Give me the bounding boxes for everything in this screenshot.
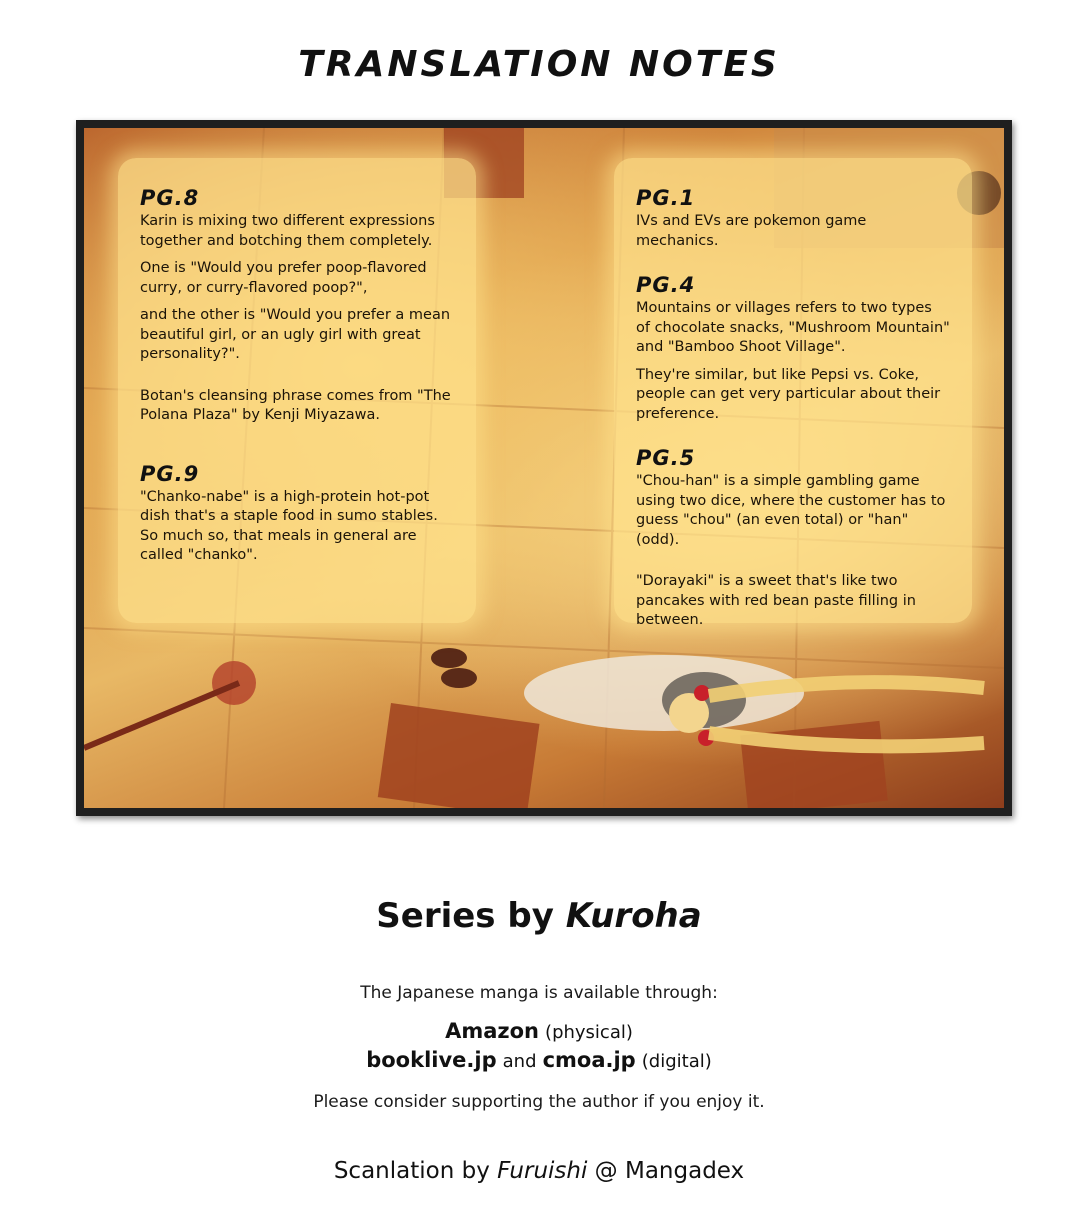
booklive-link[interactable]: booklive.jp xyxy=(366,1048,497,1072)
pg4-note-2: They're similar, but like Pepsi vs. Coke, people can get very particular about their preference. xyxy=(636,366,941,422)
credit-name: Furuishi xyxy=(497,1158,588,1184)
series-prefix: Series by xyxy=(376,896,566,936)
pg9-note-1: "Chanko-nabe" is a high-protein hot-pot dish that's a staple food in sumo stables. So much so, that meals in general are called "chanko". xyxy=(140,488,438,563)
pg9-heading: PG.9 xyxy=(140,461,200,486)
pg4-note-1: Mountains or villages refers to two types of chocolate snacks, "Mushroom Mountain" and "Bamboo Shoot Village". xyxy=(636,300,950,355)
scanlation-credit xyxy=(0,1158,1078,1184)
pg8-note-1: Karin is mixing two different expressions together and botching them completely. xyxy=(140,213,435,249)
cmoa-link[interactable]: cmoa.jp xyxy=(542,1048,636,1072)
notes-box-left xyxy=(118,158,476,623)
credit-prefix: Scanlation by xyxy=(333,1158,498,1184)
support-text: Please consider supporting the author if you enjoy it. xyxy=(313,1092,765,1112)
series-title xyxy=(0,896,1078,936)
pg8-heading: PG.8 xyxy=(140,186,200,210)
pg8-note-4: Botan's cleansing phrase comes from "The Polana Plaza" by Kenji Miyazawa. xyxy=(140,387,451,423)
amazon-link[interactable]: Amazon xyxy=(445,1019,539,1043)
translation-notes-panel xyxy=(76,120,1012,816)
pg5-heading: PG.5 xyxy=(636,446,696,470)
store-line-digital xyxy=(0,1048,1078,1072)
pg4-heading: PG.4 xyxy=(636,273,696,297)
pg8-note-3: and the other is "Would you prefer a mean beautiful girl, or an ugly girl with great personality?". xyxy=(140,307,451,362)
physical-note: (physical) xyxy=(545,1022,633,1043)
pg8-note-2: One is "Would you prefer poop-flavored curry, or curry-flavored poop?", xyxy=(140,260,427,296)
series-author: Kuroha xyxy=(565,896,702,936)
pg1-note-1: IVs and EVs are pokemon game mechanics. xyxy=(636,213,867,249)
store-line-physical xyxy=(0,1019,1078,1043)
pg1-heading: PG.1 xyxy=(636,186,696,210)
credit-suffix: @ Mangadex xyxy=(587,1158,745,1184)
pg5-note-1: "Chou-han" is a simple gambling game using two dice, where the customer has to guess "chou" (an even total) or "han" (odd). xyxy=(636,473,946,548)
pg5-note-2: "Dorayaki" is a sweet that's like two pancakes with red bean paste filling in between. xyxy=(636,573,916,628)
availability-text: The Japanese manga is available through: xyxy=(360,983,718,1003)
notes-box-right xyxy=(614,158,972,628)
page-title: TRANSLATION NOTES xyxy=(298,44,780,85)
digital-note: (digital) xyxy=(641,1051,712,1072)
and-text: and xyxy=(502,1051,537,1072)
